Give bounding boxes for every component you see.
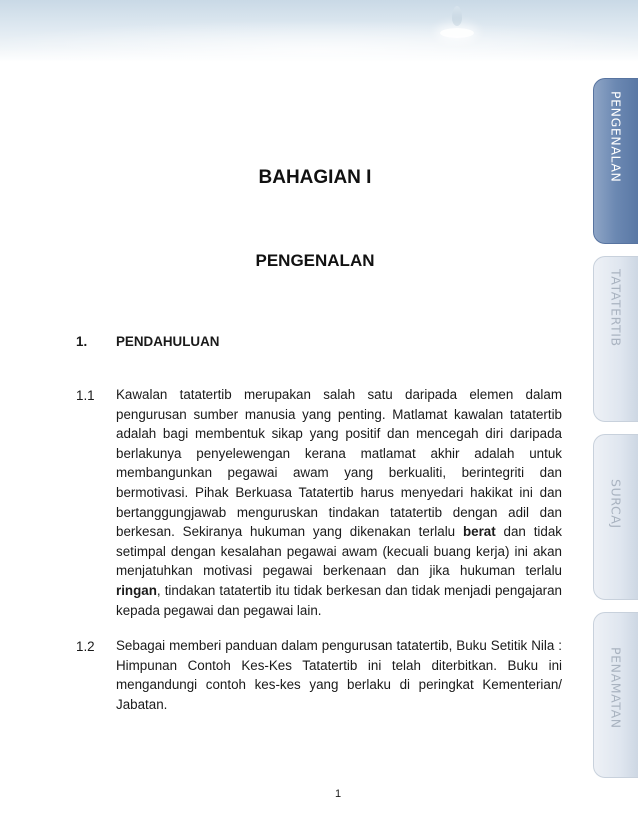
tab-tatatertib[interactable] [593, 256, 638, 422]
water-drop-decoration [452, 6, 462, 26]
tab-surcaj[interactable] [593, 434, 638, 600]
tab-penamatan[interactable] [593, 612, 638, 778]
paragraph-1-2: Sebagai memberi panduan dalam pengurusan tatatertib, Buku Setitik Nila : Himpunan Contoh Kes-Kes Tatatertib ini telah diterbitkan. Buku ini mengandungi contoh kes-kes yang berlaku di peringkat Kementerian/ Jabatan. [116, 638, 562, 712]
section-number: 1. [76, 334, 88, 349]
paragraph-number: 1.1 [76, 388, 95, 403]
paragraph-text: , tindakan tatatertib itu tidak berkesan dan tidak menjadi pengajaran kepada pegawai dan pegawai lain. [116, 582, 562, 618]
bold-term-berat: berat [462, 524, 496, 540]
page-number: 1 [334, 788, 342, 800]
paragraph-text: Kawalan tatatertib merupakan salah satu daripada elemen dalam pengurusan sumber manusia yang penting. Matlamat kawalan tatatertib adalah bagi membentuk sikap yang positif dan mencegah diri daripada berlakunya penyelewengan kerana matlamat akhir adalah untuk membangunkan pegawai awam yang berkualiti, berintegriti dan bermotivasi. Pihak Berkuasa Tatatertib harus menyedari hakikat ini dan bertanggungjawab menguruskan tindakan tatatertib dengan adil dan berkesan. Sekiranya hukuman yang dikenakan terlalu [116, 387, 562, 540]
paragraph-number: 1.2 [76, 639, 95, 654]
tab-penamatan-label: PENAMATAN [608, 647, 624, 729]
chapter-title: PENGENALAN [255, 251, 375, 270]
part-title: BAHAGIAN I [258, 167, 372, 188]
paragraph-text: dan tidak setimpal dengan kesalahan pegawai awam (kecuali buang kerja) ini akan menjatuhkan motivasi pegawai berkenaan dan jika hukuman terlalu [116, 524, 562, 579]
tab-tatatertib-label: TATATERTIB [608, 269, 624, 347]
paragraph-1-1 [116, 385, 562, 620]
bold-term-ringan: ringan [116, 582, 157, 598]
tab-surcaj-label: SURCAJ [608, 479, 624, 529]
tab-pengenalan[interactable] [593, 78, 638, 244]
header-banner [0, 0, 638, 62]
section-heading: PENDAHULUAN [116, 334, 220, 349]
tab-pengenalan-label: PENGENALAN [608, 91, 624, 183]
